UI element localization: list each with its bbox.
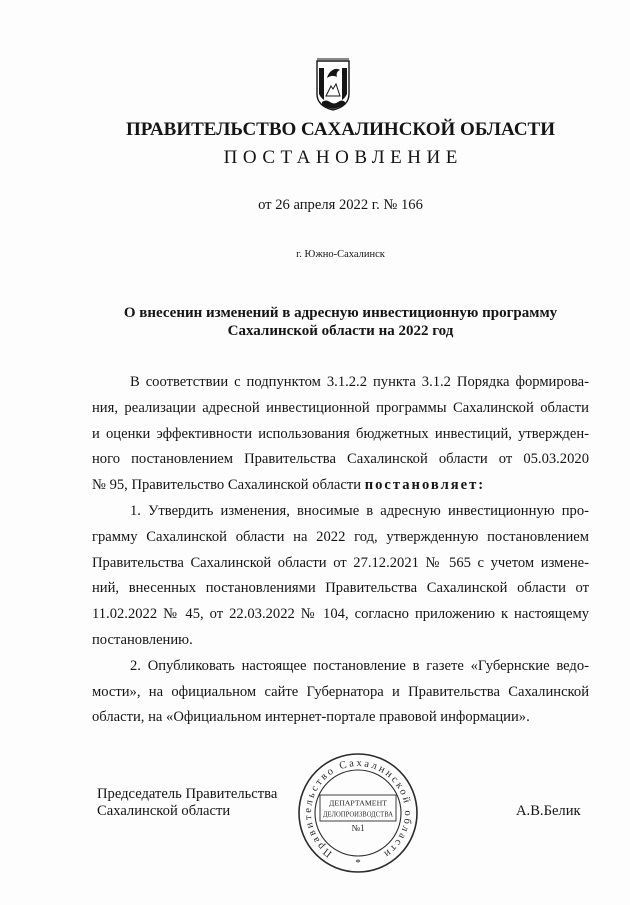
body-line: Правительства Сахалинской области от 27.12.2021 № 565 с учетом измене-	[92, 554, 589, 571]
document-body	[92, 370, 589, 731]
stamp-office-label: ДЕЛОПРОИЗВОДСТВА	[323, 810, 393, 819]
stamp-ring-text-path: Правительство Сахалинской области	[302, 757, 414, 860]
body-line: ного постановлением Правительства Сахалинской области от 05.03.2020	[92, 451, 589, 468]
document-date-number: от 26 апреля 2022 г. № 166	[258, 197, 423, 213]
coat-of-arms-icon	[314, 56, 352, 112]
paragraph-2	[92, 499, 589, 654]
stamp-star: *	[355, 857, 361, 869]
signatory-position	[97, 786, 277, 820]
document-title-line: Сахалинской области на 2022 год	[227, 323, 454, 339]
resolution-keyword: постановляет:	[364, 477, 486, 494]
body-line: В соответствии с подпунктом 3.1.2.2 пункта 3.1.2 Порядка формирова-	[130, 374, 589, 390]
body-line-text: № 95, Правительство Сахалинской области	[92, 477, 362, 494]
body-line: 11.02.2022 № 45, от 22.03.2022 № 104, согласно приложению к настоящему	[92, 606, 589, 623]
stamp-ring-text	[303, 758, 413, 859]
body-line-last: постановлению.	[92, 631, 193, 648]
body-line: грамму Сахалинской области на 2022 год, утвержденную постановлением	[92, 528, 589, 545]
stamp-number-label: №1	[351, 823, 365, 833]
paragraph-1	[92, 370, 589, 499]
document-title-line: О внесенин изменений в адресную инвестиционную программу	[123, 305, 558, 321]
body-line-last	[92, 473, 589, 499]
document-title	[92, 304, 589, 340]
body-line: 2. Опубликовать настоящее постановление в газете «Губернские ведо-	[130, 657, 589, 674]
emblem-left-column	[319, 68, 324, 100]
paragraph-3	[92, 654, 589, 731]
signatory-position-line: Председатель Правительства	[97, 786, 278, 802]
official-stamp	[296, 751, 420, 875]
document-type: ПОСТАНОВЛЕНИЕ	[223, 147, 463, 168]
body-line: ний, внесенных постановлениями Правительства Сахалинской области от	[92, 580, 589, 597]
document-city: г. Южно-Сахалинск	[296, 249, 385, 260]
stamp-department-label: ДЕПАРТАМЕНТ	[329, 798, 388, 808]
body-line: и оценки эффективности использования бюджетных инвестиций, утвержден-	[92, 425, 589, 442]
emblem-right-column	[342, 68, 347, 100]
body-line: 1. Утвердить изменения, вносимые в адресную инвестиционную про-	[130, 502, 589, 519]
signatory-position-line: Сахалинской области	[97, 803, 231, 819]
body-line-last: области, на «Официальном интернет-портале правовой информации».	[92, 709, 530, 726]
body-line: мости», на официальном сайте Губернатора и Правительства Сахалинской	[92, 683, 589, 700]
signatory-name: А.В.Белик	[516, 803, 581, 819]
body-line: ния, реализации адресной инвестиционной программы Сахалинской области	[92, 399, 589, 416]
organization-name: ПРАВИТЕЛЬСТВО САХАЛИНСКОЙ ОБЛАСТИ	[125, 119, 556, 140]
